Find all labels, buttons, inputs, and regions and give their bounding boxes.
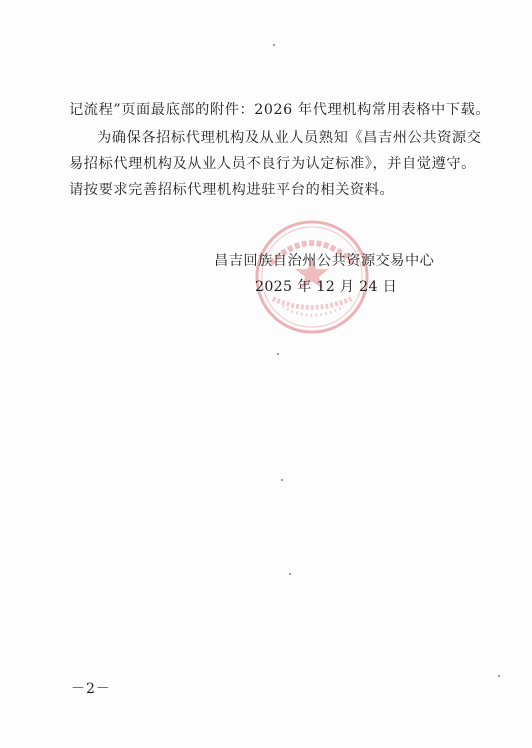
scan-speck [273,44,275,46]
page-number: －2－ [71,681,111,697]
scan-speck [277,353,279,355]
paragraph-line-3: 易招标代理机构及从业人员不良行为认定标准》，并自觉遵守。 [69,156,476,172]
scan-speck [289,573,291,575]
scan-speck [281,479,283,481]
paragraph-line-2: 为确保各招标代理机构及从业人员熟知《昌吉州公共资源交 [97,130,482,146]
scan-speck [498,675,500,677]
official-seal-icon [253,218,371,336]
signature-organization: 昌吉回族自治州公共资源交易中心 [214,253,435,269]
paragraph-line-4: 请按要求完善招标代理机构进驻平台的相关资料。 [69,182,395,198]
paragraph-line-1: 记流程”页面最底部的附件：2026 年代理机构常用表格中下载。 [69,102,491,118]
signature-date: 2025 年 12 月 24 日 [255,279,398,295]
